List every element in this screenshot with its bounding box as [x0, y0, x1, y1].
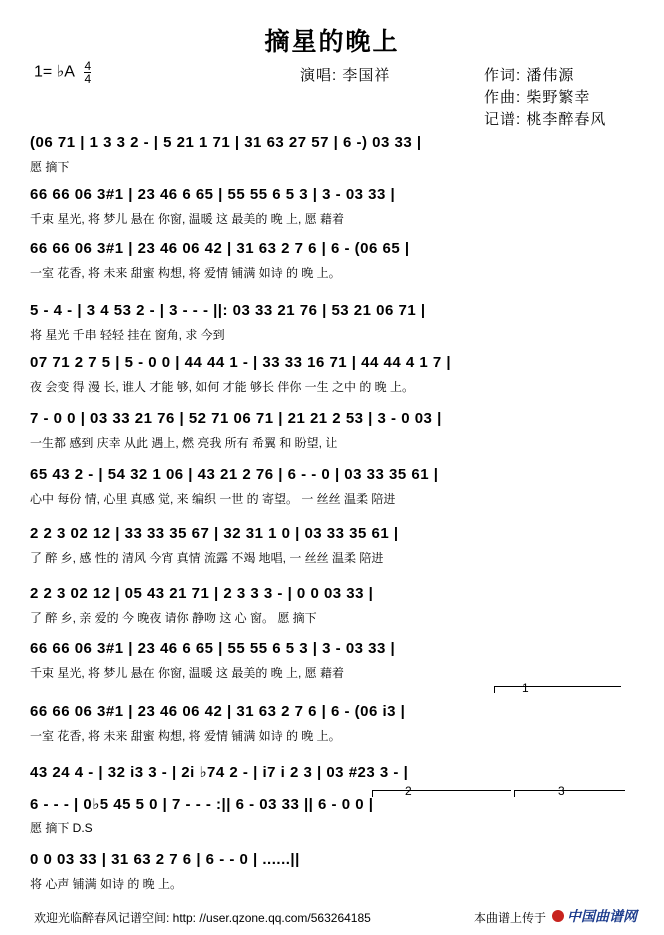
volta-bracket-3	[514, 790, 625, 797]
score-notes-line: 2 2 3 02 12 | 33 33 35 67 | 32 31 1 0 | 03 33 35 61 |	[30, 525, 399, 542]
time-signature	[84, 60, 91, 85]
score-notes-line: 6 - - - | 0♭5 45 5 0 | 7 - - - :|| 6 - 03 33 || 6 - 0 0 |	[30, 796, 374, 813]
time-numerator: 4	[84, 59, 92, 73]
logo-icon	[552, 910, 564, 922]
score-notes-line: 66 66 06 3#1 | 23 46 06 42 | 31 63 2 7 6 | 6 - (06 65 |	[30, 240, 410, 257]
score-notes-line: 5 - 4 - | 3 4 53 2 - | 3 - - - ||: 03 33 21 76 | 53 21 06 71 |	[30, 302, 426, 319]
logo-text: 中国曲谱网	[567, 908, 637, 924]
score-lyrics-line: 千束 星光, 将 梦儿 悬在 你窗, 温暖 这 最美的 晚 上, 愿 藉着	[30, 212, 345, 226]
key-label: 1= ♭A	[34, 63, 75, 81]
score-lyrics-line: 千束 星光, 将 梦儿 悬在 你窗, 温暖 这 最美的 晚 上, 愿 藉着	[30, 666, 345, 680]
lyricist-credit: 作词: 潘伟源	[484, 67, 575, 84]
footer-upload-text: 本曲谱上传于	[474, 911, 547, 925]
score-notes-line: 2 2 3 02 12 | 05 43 21 71 | 2 3 3 3 - | 0 0 03 33 |	[30, 585, 374, 602]
score-notes-line: (06 71 | 1 3 3 2 - | 5 21 1 71 | 31 63 27 57 | 6 -) 03 33 |	[30, 134, 422, 151]
score-notes-line: 66 66 06 3#1 | 23 46 6 65 | 55 55 6 5 3 | 3 - 03 33 |	[30, 186, 396, 203]
score-lyrics-line: 将 心声 铺满 如诗 的 晚 上。	[30, 877, 183, 891]
score-notes-line: 43 24 4 - | 32 i3 3 - | 2i ♭74 2 - | i7 i 2 3 | 03 #23 3 - |	[30, 764, 409, 781]
score-lyrics-line: 一室 花香, 将 未来 甜蜜 构想, 将 爱情 铺满 如诗 的 晚 上。	[30, 266, 341, 280]
score-notes-line: 65 43 2 - | 54 32 1 06 | 43 21 2 76 | 6 - - 0 | 03 33 35 61 |	[30, 466, 439, 483]
score-lyrics-line: 心中 每份 情, 心里 真感 觉, 来 编织 一世 的 寄望。 一 丝丝 温柔 陪进	[30, 492, 396, 506]
transcriber-credit: 记谱: 桃李醉春风	[484, 111, 607, 128]
score-lyrics-line: 将 星光 千串 轻轻 挂在 窗角, 求 今到	[30, 328, 225, 342]
key-signature	[34, 60, 91, 85]
score-lyrics-line: 愿 摘下	[30, 160, 70, 174]
singer-credit: 演唱: 李国祥	[300, 67, 391, 84]
score-lyrics-line: 愿 摘下 D.S	[30, 821, 93, 835]
score-notes-line: 66 66 06 3#1 | 23 46 06 42 | 31 63 2 7 6 | 6 - (06 i3 |	[30, 703, 406, 720]
score-lyrics-line: 一室 花香, 将 未来 甜蜜 构想, 将 爱情 铺满 如诗 的 晚 上。	[30, 729, 341, 743]
score-notes-line: 7 - 0 0 | 03 33 21 76 | 52 71 06 71 | 21 21 2 53 | 3 - 0 03 |	[30, 410, 442, 427]
volta-2-number: 2	[405, 784, 412, 798]
score-notes-line: 66 66 06 3#1 | 23 46 6 65 | 55 55 6 5 3 | 3 - 03 33 |	[30, 640, 396, 657]
volta-bracket-2	[372, 790, 511, 797]
score-lyrics-line: 了 醉 乡, 亲 爱的 今 晚夜 请你 静吻 这 心 窗。 愿 摘下	[30, 611, 317, 625]
score-lyrics-line: 了 醉 乡, 感 性的 清风 今宵 真情 流露 不竭 地唱, 一 丝丝 温柔 陪进	[30, 551, 384, 565]
page-title: 摘星的晚上	[264, 28, 400, 56]
volta-1-number: 1	[522, 681, 529, 695]
score-lyrics-line: 一生都 感到 庆幸 从此 遇上, 燃 亮我 所有 希翼 和 盼望, 让	[30, 436, 338, 450]
footer-link-text: 欢迎光临醉春风记谱空间: http: //user.qzone.qq.com/563264185	[34, 911, 371, 925]
score-lyrics-line: 夜 会变 得 漫 长, 谁人 才能 够, 如何 才能 够长 伴你 一生 之中 的 晚 上。	[30, 380, 415, 394]
score-notes-line: 0 0 03 33 | 31 63 2 7 6 | 6 - - 0 | ......||	[30, 851, 300, 868]
composer-credit: 作曲: 柴野繁幸	[484, 89, 591, 106]
time-denominator: 4	[84, 72, 92, 86]
score-notes-line: 07 71 2 7 5 | 5 - 0 0 | 44 44 1 - | 33 33 16 71 | 44 44 4 1 7 |	[30, 354, 452, 371]
volta-3-number: 3	[558, 784, 565, 798]
site-logo	[552, 906, 637, 926]
volta-bracket-1	[494, 686, 621, 693]
